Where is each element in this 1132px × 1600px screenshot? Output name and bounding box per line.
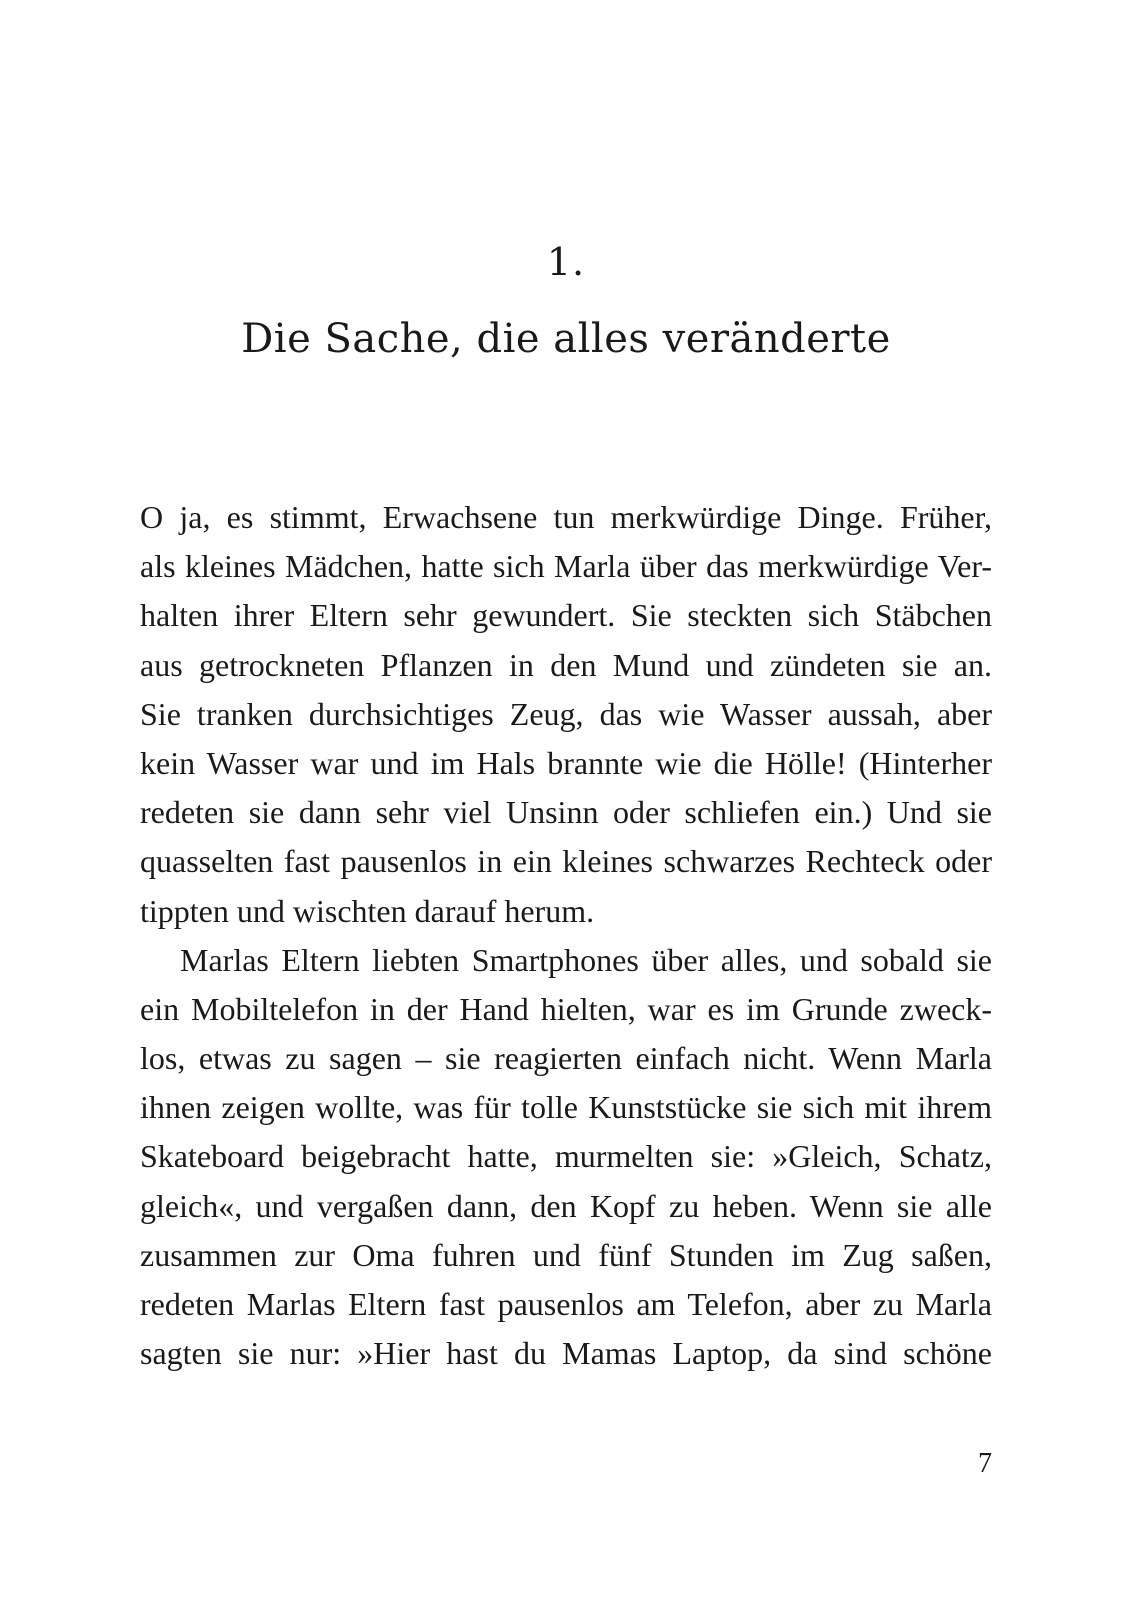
text-line: ein Mobiltelefon in der Hand hielten, war es im Grunde zweck-	[140, 990, 992, 1027]
body-text	[140, 493, 992, 1378]
page-number: 7	[978, 1448, 992, 1479]
text-line: aus getrockneten Pflanzen in den Mund und zündeten sie an.	[140, 646, 992, 683]
text-line: Skateboard beigebracht hatte, murmelten sie: »Gleich, Schatz,	[140, 1138, 992, 1175]
chapter-title: Die Sache, die alles veränderte	[241, 316, 891, 362]
text-line: quasselten fast pausenlos in ein kleines schwarzes Rechteck oder	[140, 843, 992, 880]
text-line: halten ihrer Eltern sehr gewundert. Sie steckten sich Stäbchen	[140, 597, 992, 634]
text-line: O ja, es stimmt, Erwachsene tun merkwürdige Dinge. Früher,	[140, 499, 992, 535]
chapter-number: 1.	[546, 240, 586, 284]
text-line: zusammen zur Oma fuhren und fünf Stunden im Zug saßen,	[140, 1236, 992, 1273]
text-line: kein Wasser war und im Hals brannte wie die Hölle! (Hinterher	[140, 744, 992, 781]
text-line: tippten und wischten darauf herum.	[140, 892, 595, 929]
text-line: Sie tranken durchsichtiges Zeug, das wie Wasser aussah, aber	[140, 695, 992, 732]
text-line: ihnen zeigen wollte, was für tolle Kunststücke sie sich mit ihrem	[140, 1089, 992, 1126]
text-line: los, etwas zu sagen – sie reagierten einfach nicht. Wenn Marla	[140, 1040, 992, 1077]
text-line: Marlas Eltern liebten Smartphones über alles, und sobald sie	[180, 941, 992, 978]
text-line: gleich«, und vergaßen dann, den Kopf zu heben. Wenn sie alle	[140, 1187, 992, 1224]
text-line: redeten Marlas Eltern fast pausenlos am Telefon, aber zu Marla	[140, 1286, 992, 1322]
text-line: redeten sie dann sehr viel Unsinn oder schliefen ein.) Und sie	[140, 794, 992, 831]
text-line: sagten sie nur: »Hier hast du Mamas Laptop, da sind schöne	[140, 1335, 992, 1372]
text-line: als kleines Mädchen, hatte sich Marla über das merkwürdige Ver-	[140, 548, 992, 585]
